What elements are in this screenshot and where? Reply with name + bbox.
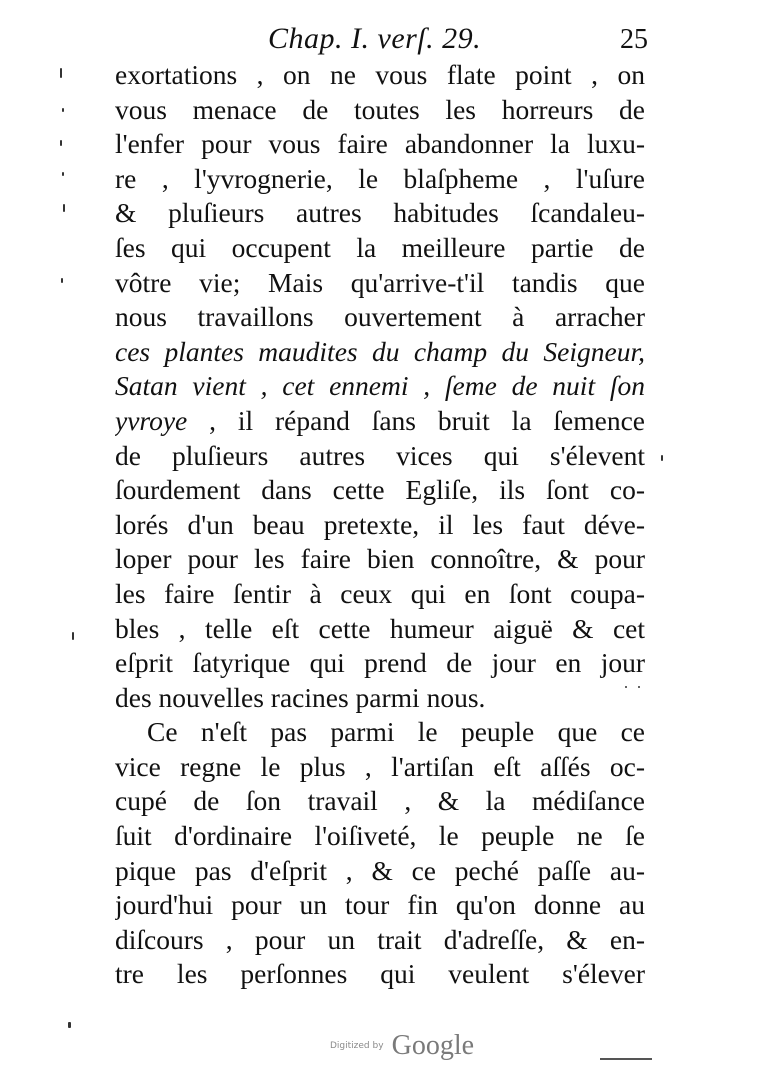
ink-speck (661, 455, 663, 461)
text-line-mixed (115, 404, 645, 439)
ink-speck (63, 204, 65, 212)
text-line: ſes qui occupent la meilleure partie de (115, 231, 645, 263)
text-line: vous menace de toutes les horreurs de (115, 93, 645, 125)
digitized-by-text: Digitized by (330, 1041, 384, 1051)
text-line: re , l'yvrognerie, le blaſpheme , l'uſure (115, 162, 645, 194)
text-line: pique pas d'eſprit , & ce peché paſſe au- (115, 854, 645, 886)
bottom-rule (600, 1058, 652, 1060)
text-line: Ce n'eſt pas parmi le peuple que ce (147, 716, 645, 748)
text-line: l'enfer pour vous faire abandonner la luxu- (115, 128, 645, 160)
text-line: & pluſieurs autres habitudes ſcandaleu- (115, 197, 645, 229)
page-number: 25 (620, 24, 648, 55)
body-text (115, 58, 645, 992)
ink-speck (68, 1022, 71, 1028)
google-watermark (330, 1030, 474, 1062)
ink-speck (61, 278, 63, 283)
text-line: lorés d'un beau pretexte, il les faut déve- (115, 508, 645, 540)
text-line: exortations , on ne vous flate point , on (115, 59, 645, 90)
text-line: de pluſieurs autres vices qui s'élevent (115, 439, 645, 471)
text-line: jourd'hui pour un tour fin qu'on donne au (115, 889, 645, 921)
italic-quote-line: Satan vient , cet ennemi , ſeme de nuit ſon (115, 370, 645, 402)
ink-speck (60, 140, 62, 146)
page-header (0, 14, 768, 58)
text-line: les faire ſentir à ceux qui en ſont coupa- (115, 577, 645, 609)
italic-quote-word: yvroye (115, 404, 188, 436)
text-line: tre les perſonnes qui veulent s'élever (115, 958, 645, 990)
ink-speck (62, 172, 64, 176)
text-line: des nouvelles racines parmi nous. (115, 681, 486, 713)
text-line: diſcours , pour un trait d'adreſſe, & en- (115, 923, 645, 955)
text-line: vice regne le plus , l'artiſan eſt aſſés oc- (115, 750, 645, 782)
text-line: cupé de ſon travail , & la médiſance (115, 785, 645, 817)
text-line: bles , telle eſt cette humeur aiguë & cet (115, 612, 645, 644)
text-line: ſourdement dans cette Egliſe, ils ſont co- (115, 474, 645, 506)
running-head: Chap. I. verſ. 29. (268, 22, 482, 55)
ink-speck (72, 632, 74, 640)
ink-speck (62, 108, 64, 112)
text-line: nous travaillons ouvertement à arracher (115, 301, 645, 333)
text-line: vôtre vie; Mais qu'arrive-t'il tandis que (115, 266, 645, 298)
text-span: , il répand ſans bruit la ſemence (187, 404, 645, 436)
text-line: loper pour les faire bien connoître, & pour (115, 543, 645, 575)
ink-speck (60, 68, 62, 78)
text-line: eſprit ſatyrique qui prend de jour en jour (115, 647, 645, 679)
text-line: ſuit d'ordinaire l'oiſiveté, le peuple ne ſe (115, 820, 645, 852)
italic-quote-line: ces plantes maudites du champ du Seigneur, (115, 335, 645, 367)
google-logo: Google (391, 1030, 475, 1061)
